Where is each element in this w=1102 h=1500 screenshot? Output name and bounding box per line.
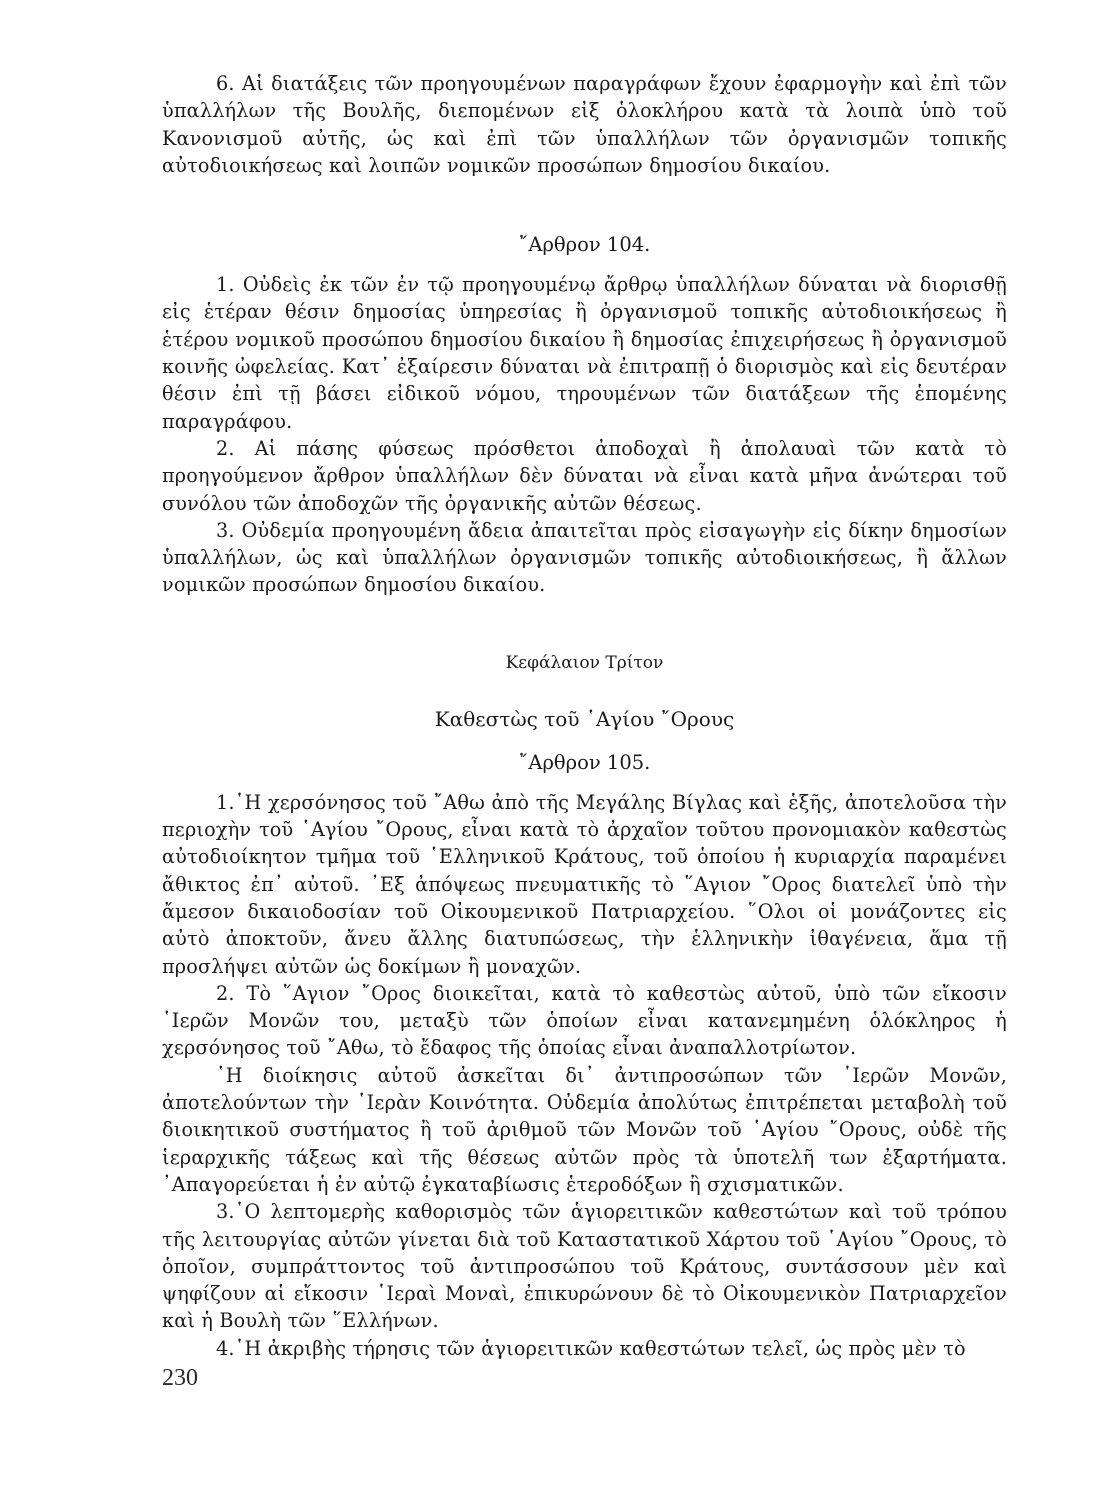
chapter-subtitle: Καθεστὼς τοῦ ῾Αγίου ῎Ορους (434, 706, 735, 731)
article-105-paragraph-2: 2. Τὸ ῞Αγιον ῎Ορος διοικεῖται, κατὰ τὸ καθεστὼς αὐτοῦ, ὑπὸ τῶν εἴκοσιν ῾Ιερῶν Μονῶν του, μεταξὺ τῶν ὁποίων εἶναι κατανεμημένη ὁλόκληρος ἡ χερσόνησος τοῦ ῎Αθω, τὸ ἔδαφος τῆς ὁποίας εἶναι ἀναπαλλοτρίωτον. (162, 981, 1007, 1060)
article-104-paragraph-2: 2. Αἱ πάσης φύσεως πρόσθετοι ἀποδοχαὶ ἢ ἀπολαυαὶ τῶν κατὰ τὸ προηγούμενον ἄρθρον ὑπαλλήλων δὲν δύναται νὰ εἶναι κατὰ μῆνα ἀνώτεραι τοῦ συνόλου τῶν ἀποδοχῶν τῆς ὀργανικῆς αὐτῶν θέσεως. (162, 436, 1007, 515)
article-105-title: ῎Αρθρον 105. (518, 750, 651, 774)
page-number: 230 (162, 1365, 198, 1391)
chapter-title: Κεφάλαιον Τρίτον (505, 652, 664, 673)
article-104-title: ῎Αρθρον 104. (518, 233, 651, 257)
article-105-paragraph-2b: ῾Η διοίκησις αὐτοῦ ἀσκεῖται δι᾽ ἀντιπροσώπων τῶν ῾Ιερῶν Μονῶν, ἀποτελούντων τὴν ῾Ιερὰν Κοινότητα. Οὐδεμία ἀπολύτως ἐπιτρέπεται μεταβολὴ τοῦ διοικητικοῦ συστήματος ἢ τοῦ ἀριθμοῦ τῶν Μονῶν τοῦ ῾Αγίου ῎Ορους, οὐδὲ τῆς ἱεραρχικῆς τάξεως καὶ τῆς θέσεως αὐτῶν πρὸς τὰ ὑποτελῆ των ἐξαρτήματα. ᾽Απαγορεύεται ἡ ἐν αὐτῷ ἐγκαταβίωσις ἑτεροδόξων ἢ σχισματικῶν. (162, 1063, 1007, 1196)
page-content (162, 70, 1007, 1362)
article-105-paragraph-4: 4.῾Η ἀκριβὴς τήρησις τῶν ἁγιορειτικῶν καθεστώτων τελεῖ, ὡς πρὸς μὲν τὸ (216, 1336, 966, 1360)
article-105-paragraph-1: 1.῾Η χερσόνησος τοῦ ῎Αθω ἀπὸ τῆς Μεγάλης Βίγλας καὶ ἑξῆς, ἀποτελοῦσα τὴν περιοχὴν τοῦ ῾Αγίου ῎Ορους, εἶναι κατὰ τὸ ἀρχαῖον τοῦτου προνομιακὸν καθεστὼς αὐτοδιοίκητον τμῆμα τοῦ ῾Ελληνικοῦ Κράτους, τοῦ ὁποίου ἡ κυριαρχία παραμένει ἄθικτος ἐπ᾽ αὐτοῦ. ᾽Εξ ἀπόψεως πνευματικῆς τὸ ῞Αγιον ῎Ορος διατελεῖ ὑπὸ τὴν ἄμεσον δικαιοδοσίαν τοῦ Οἰκουμενικοῦ Πατριαρχείου. ῞Ολοι οἱ μονάζοντες εἰς αὐτὸ ἀποκτοῦν, ἄνευ ἄλλης διατυπώσεως, τὴν ἑλληνικὴν ἰθαγένεια, ἅμα τῇ προσλήψει αὐτῶν ὡς δοκίμων ἢ μοναχῶν. (162, 790, 1007, 978)
article-105-paragraph-3: 3.῾Ο λεπτομερὴς καθορισμὸς τῶν ἁγιορειτικῶν καθεστώτων καὶ τοῦ τρόπου τῆς λειτουργίας αὐτῶν γίνεται διὰ τοῦ Καταστατικοῦ Χάρτου τοῦ ῾Αγίου ῎Ορους, τὸ ὁποῖον, συμπράττοντος τοῦ ἀντιπροσώπου τοῦ Κράτους, συντάσσουν μὲν καὶ ψηφίζουν αἱ εἴκοσιν ῾Ιεραὶ Μοναὶ, ἐπικυρώνουν δὲ τὸ Οἰκουμενικὸν Πατριαρχεῖον καὶ ἡ Βουλὴ τῶν ῞Ελλήνων. (162, 1200, 1007, 1333)
article-104-paragraph-1: 1. Οὐδεὶς ἐκ τῶν ἐν τῷ προηγουμένῳ ἄρθρῳ ὑπαλλήλων δύναται νὰ διορισθῇ εἰς ἑτέραν θέσιν δημοσίας ὑπηρεσίας ἢ ὀργανισμοῦ τοπικῆς αὐτοδιοικήσεως ἢ ἑτέρου νομικοῦ προσώπου δημοσίου δικαίου ἢ δημοσίας ἐπιχειρήσεως ἢ ὀργανισμοῦ κοινῆς ὠφελείας. Κατ᾽ ἐξαίρεσιν δύναται νὰ ἐπιτραπῇ ὁ διορισμὸς καὶ εἰς δευτέραν θέσιν ἐπὶ τῇ βάσει εἰδικοῦ νόμου, τηρουμένων τῶν διατάξεων τῆς ἑπομένης παραγράφου. (162, 273, 1007, 433)
paragraph-6-intro: 6. Αἱ διατάξεις τῶν προηγουμένων παραγράφων ἔχουν ἐφαρμογὴν καὶ ἐπὶ τῶν ὑπαλλήλων τῆς Βουλῆς, διεπομένων εἰξ ὁλοκλήρου κατὰ τὰ λοιπὰ ὑπὸ τοῦ Κανονισμοῦ αὐτῆς, ὡς καὶ ἐπὶ τῶν ὑπαλλήλων τῶν ὀργανισμῶν τοπικῆς αὐτοδιοικήσεως καὶ λοιπῶν νομικῶν προσώπων δημοσίου δικαίου. (162, 72, 1007, 177)
article-104-paragraph-3: 3. Οὐδεμία προηγουμένη ἄδεια ἀπαιτεῖται πρὸς εἰσαγωγὴν εἰς δίκην δημοσίων ὑπαλλήλων, ὡς καὶ ὑπαλλήλων ὀργανισμῶν τοπικῆς αὐτοδιοικήσεως, ἢ ἄλλων νομικῶν προσώπων δημοσίου δικαίου. (162, 518, 1007, 597)
